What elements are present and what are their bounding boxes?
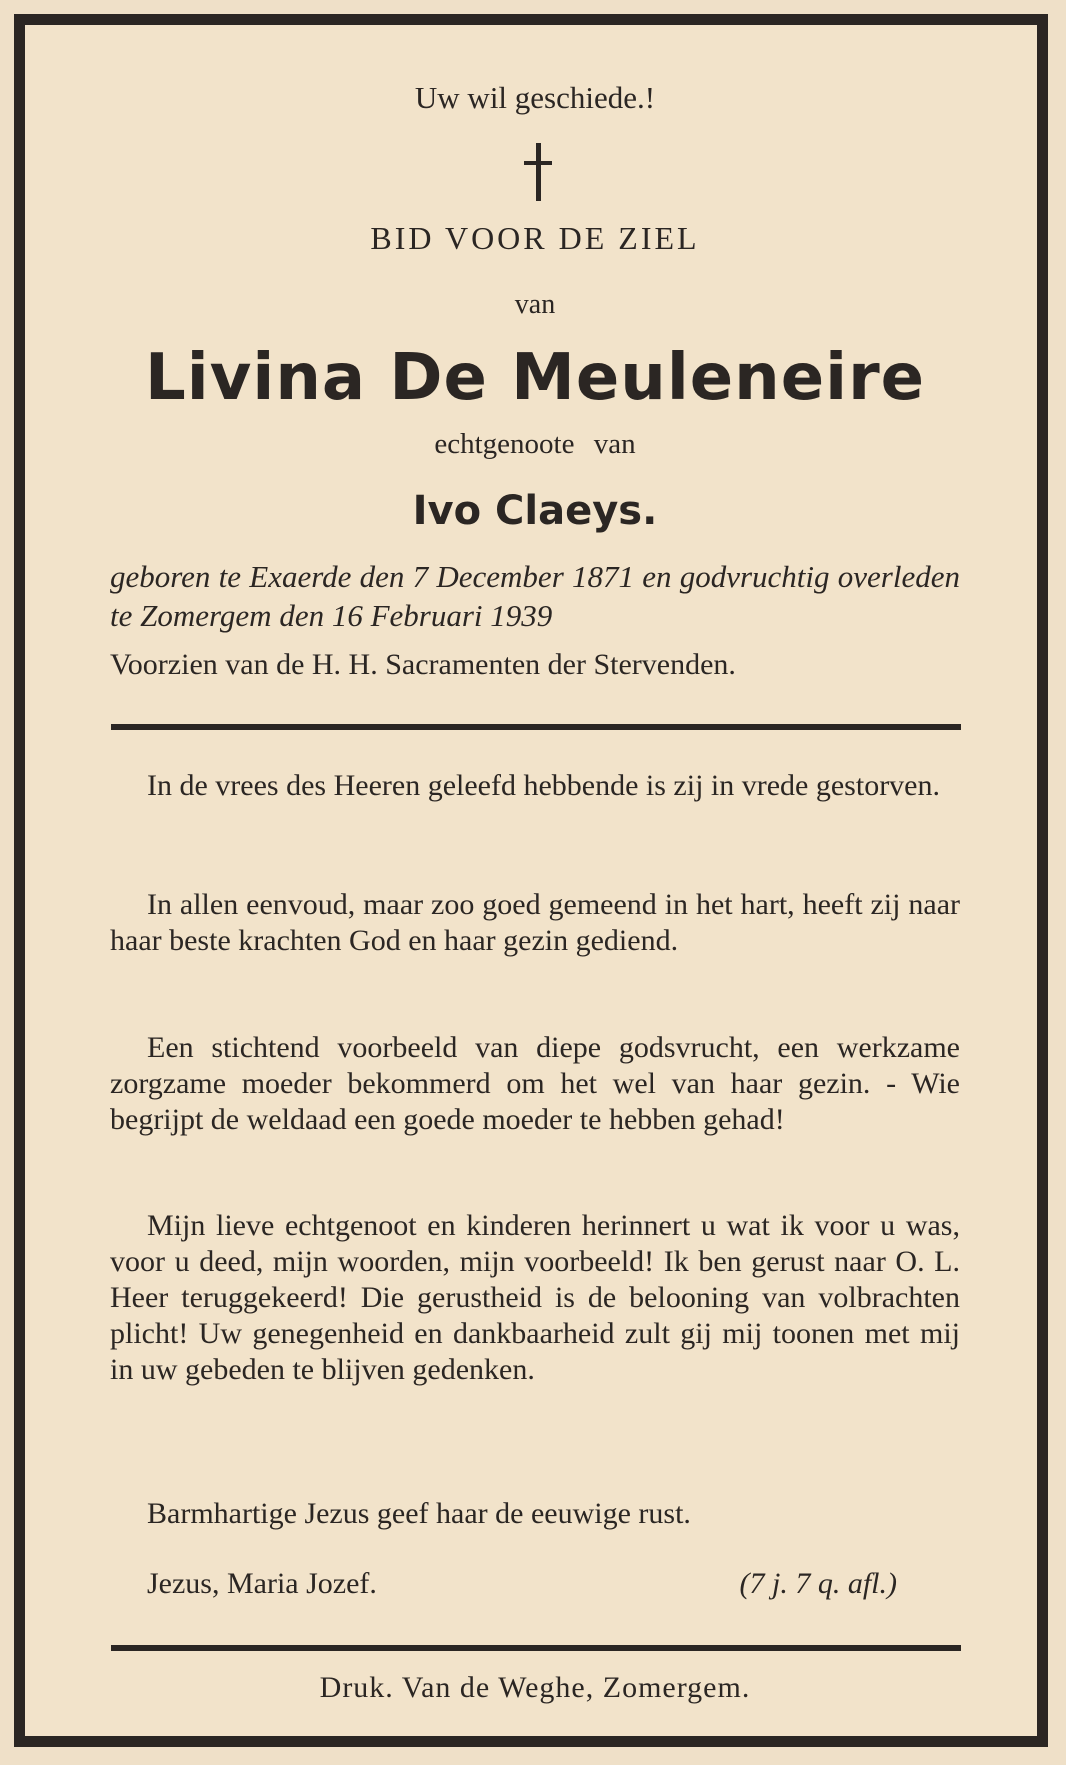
prayer-heading: BID VOOR DE ZIEL — [370, 220, 700, 256]
invocation: Jezus, Maria Jozef. — [147, 1567, 377, 1600]
closing-line — [147, 1567, 897, 1601]
prayer-line: Barmhartige Jezus geef haar de eeuwige rust. — [147, 1497, 691, 1530]
paragraph-3: Een stichtend voorbeeld van diepe godsvrucht, een werkzame zorgzame moeder bekommerd om het wel van haar gezin. - Wie begrijpt de weldaad een goede moeder te hebben gehad! — [110, 1031, 960, 1136]
cross-icon — [520, 143, 556, 201]
printer-credit: Druk. Van de Weghe, Zomergem. — [319, 1671, 751, 1704]
bottom-divider — [111, 1645, 961, 1651]
paragraph-1: In de vrees des Heeren geleefd hebbende is zij in vrede gestorven. — [147, 769, 940, 802]
paragraph-2: In allen eenvoud, maar zoo goed gemeend in het hart, heeft zij naar haar beste krachten God en haar gezin gediend. — [110, 888, 960, 957]
spouse-label: echtgenoote van — [434, 428, 636, 460]
sacraments-text: Voorzien van de H. H. Sacramenten der Stervenden. — [110, 648, 736, 681]
card-border — [14, 14, 1048, 1747]
deceased-name: Livina De Meuleneire — [144, 341, 926, 415]
indulgence: (7 j. 7 q. afl.) — [739, 1567, 897, 1600]
motto: Uw wil geschiede.! — [414, 80, 656, 115]
spouse-name: Ivo Claeys. — [412, 488, 658, 534]
top-divider — [111, 724, 961, 730]
van-label: van — [514, 289, 556, 320]
birth-death-text: geboren te Exaerde den 7 December 1871 en godvruchtig overleden te Zomergem den 16 Februari 1939 — [110, 559, 960, 633]
paragraph-4: Mijn lieve echtgenoot en kinderen herinnert u wat ik voor u was, voor u deed, mijn woorden, mijn voorbeeld! Ik ben gerust naar O. L. Heer teruggekeerd! Die gerustheid is de belooning van volbrachten plicht! Uw genegenheid en dankbaarheid zult gij mij toonen met mij in uw gebeden te blijven gedenken. — [110, 1209, 960, 1386]
